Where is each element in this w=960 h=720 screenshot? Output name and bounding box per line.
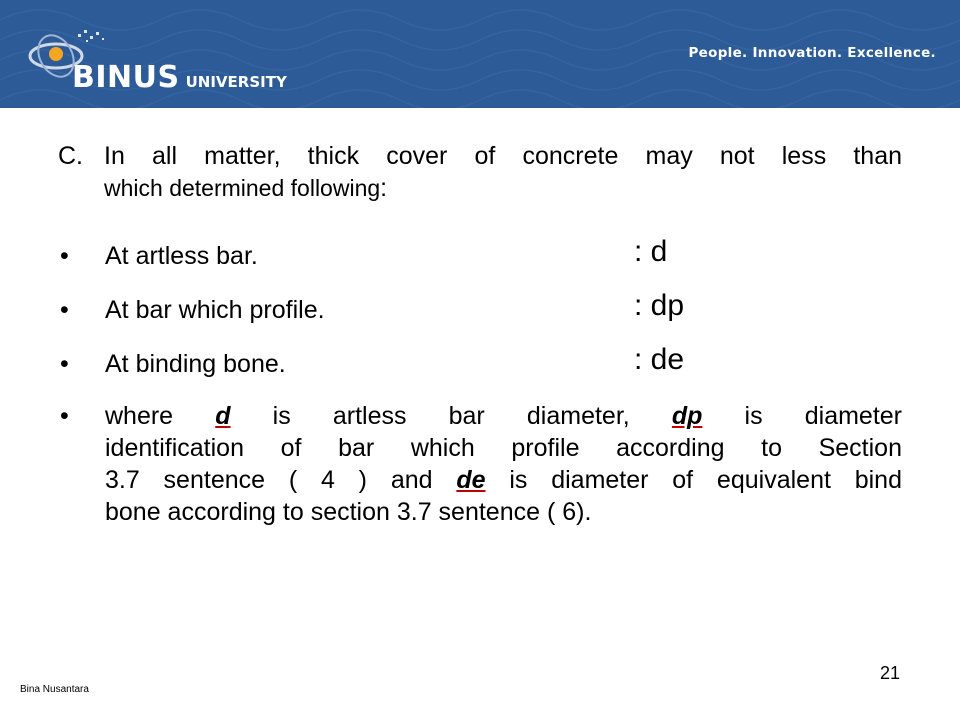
- point-c-line2: which determined following: [104, 175, 381, 201]
- bullet-icon: •: [60, 350, 69, 378]
- bullet-icon: •: [60, 296, 69, 324]
- logo-sub: UNIVERSITY: [185, 73, 287, 91]
- logo-word: BINUS: [72, 60, 180, 95]
- logo-wordmark: [72, 60, 287, 95]
- where-line4: bone according to section 3.7 sentence ( 6).: [105, 498, 592, 526]
- point-c-colon: :: [380, 174, 388, 202]
- footer-org: Bina Nusantara: [20, 684, 89, 695]
- bullet-icon: •: [60, 402, 69, 430]
- bullet-label: At binding bone.: [105, 350, 286, 378]
- page-number: 21: [880, 663, 901, 683]
- tagline: People. Innovation. Excellence.: [688, 45, 936, 61]
- bullet-value: : d: [634, 235, 668, 268]
- where-paragraph: [58, 400, 902, 528]
- bullet-binding-bone: [58, 343, 902, 390]
- bullet-profile-bar: [58, 289, 902, 336]
- symbol-de: de: [456, 466, 486, 494]
- symbol-dp: dp: [671, 402, 703, 430]
- bullet-value: : dp: [634, 289, 685, 322]
- bullet-label: At artless bar.: [105, 242, 258, 270]
- symbol-d: d: [215, 402, 231, 430]
- bullet-value: : de: [634, 343, 685, 376]
- header-banner: [0, 0, 960, 108]
- where-line1: where d is artless bar diameter, dp is diameter: [105, 402, 902, 430]
- bullet-icon: •: [60, 242, 69, 270]
- where-line3: 3.7 sentence ( 4 ) and de is diameter of equivalent bind: [105, 466, 902, 494]
- point-c: [58, 140, 902, 224]
- point-c-text: [104, 140, 902, 204]
- point-c-line1: In all matter, thick cover of concrete may not less than: [104, 142, 902, 170]
- where-line2: identification of bar which profile according to Section: [105, 434, 902, 462]
- bullet-artless-bar: [58, 235, 902, 282]
- slide-body: [58, 140, 902, 528]
- where-body: [105, 400, 902, 528]
- point-c-marker: C.: [58, 142, 83, 170]
- bullet-label: At bar which profile.: [105, 296, 325, 324]
